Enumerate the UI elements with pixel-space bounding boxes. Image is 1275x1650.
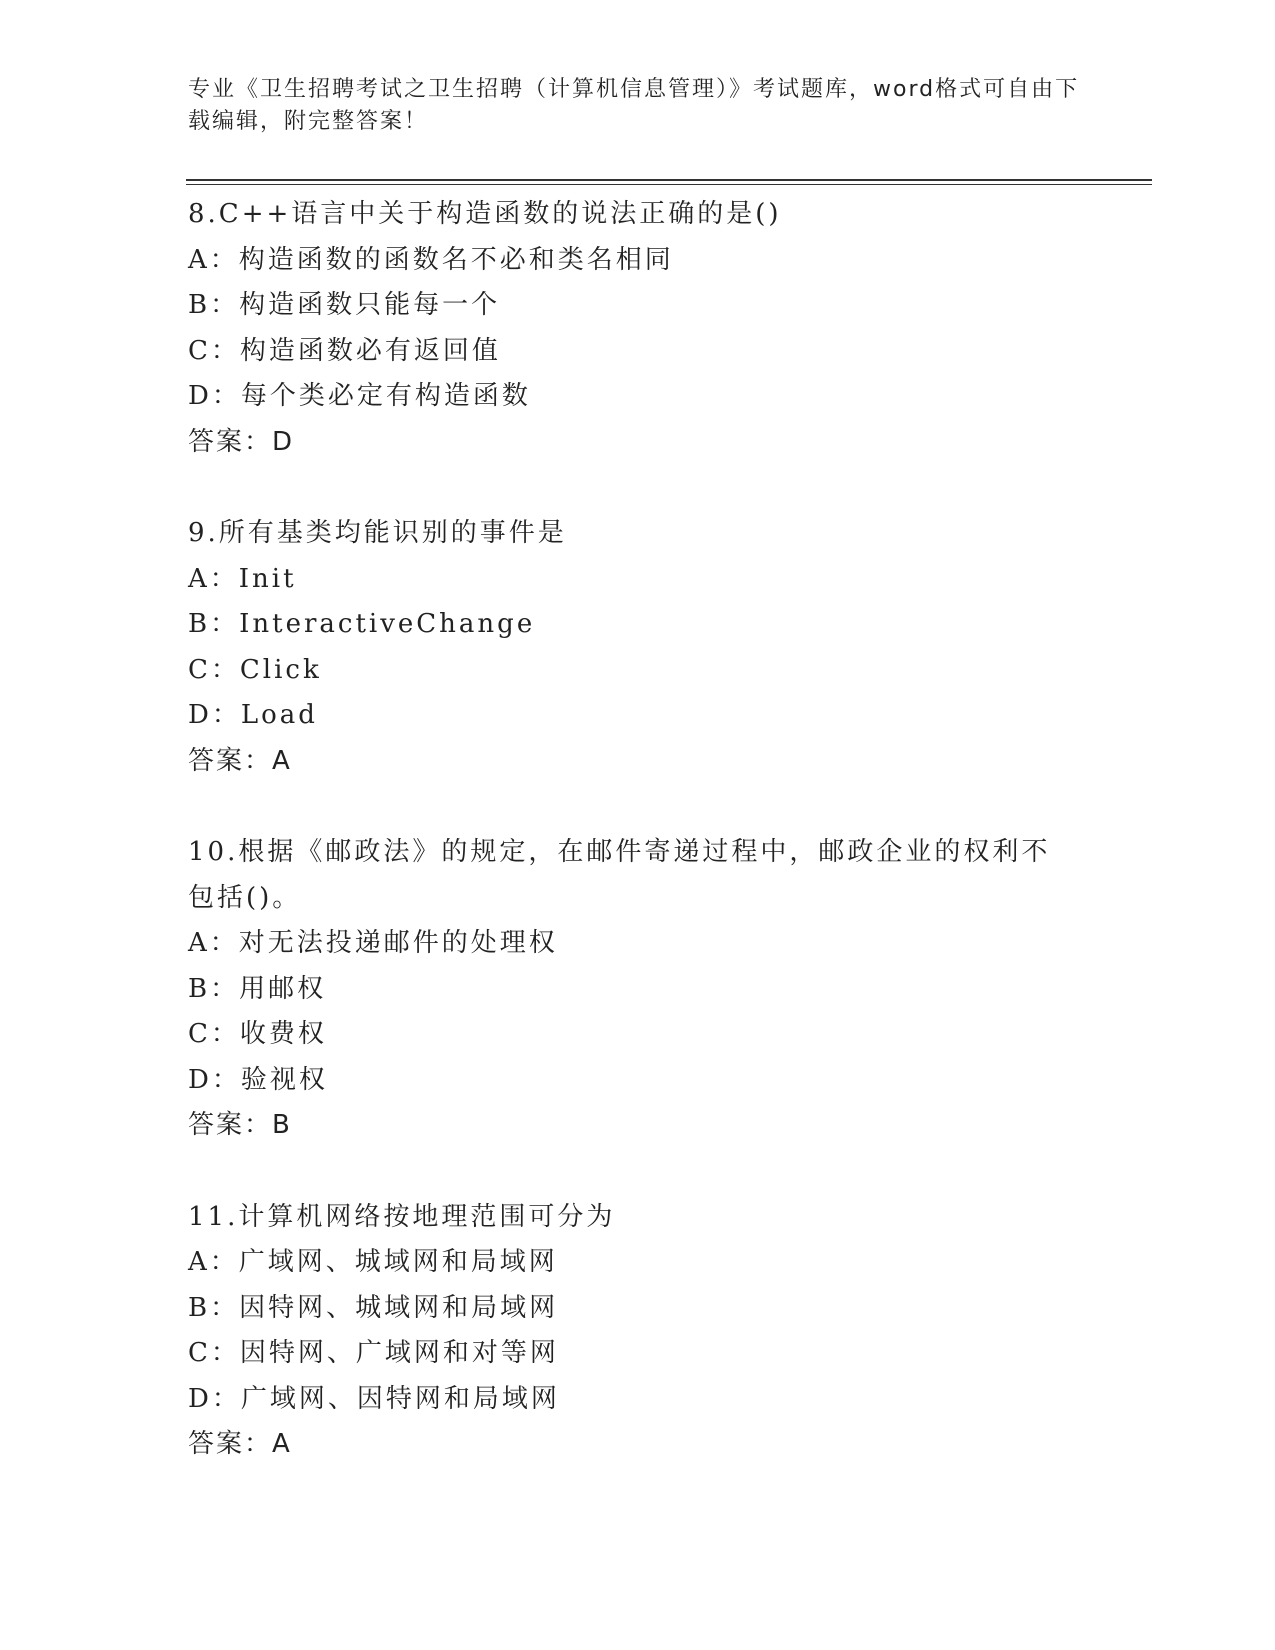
answer-label: 答案：B [188, 1110, 292, 1140]
option-c: C：因特网、广域网和对等网 [188, 1338, 559, 1368]
option-a: A：对无法投递邮件的处理权 [188, 928, 558, 958]
option-c: C：Click [188, 654, 322, 685]
question-stem: 9.所有基类均能识别的事件是 [188, 518, 567, 548]
question-9 [188, 511, 1088, 784]
option-a: A：Init [188, 563, 297, 594]
answer-label: 答案：D [188, 426, 295, 457]
question-stem: 8.C++语言中关于构造函数的说法正确的是() [188, 199, 782, 229]
option-b: B：用邮权 [188, 973, 327, 1004]
option-a: A：广域网、城域网和局域网 [188, 1247, 558, 1277]
option-c: C：构造函数必有返回值 [188, 335, 501, 366]
header-divider-thin [186, 184, 1152, 185]
option-a: A：构造函数的函数名不必和类名相同 [188, 244, 674, 275]
document-header: 专业《卫生招聘考试之卫生招聘（计算机信息管理）》考试题库，word格式可自由下载编辑，附完整答案！ [188, 77, 1080, 134]
question-10 [188, 830, 1088, 1149]
answer-label: 答案：A [188, 1429, 292, 1459]
option-b: B：InteractiveChange [188, 609, 536, 639]
option-d: D：每个类必定有构造函数 [188, 381, 531, 411]
option-c: C：收费权 [188, 1019, 327, 1049]
answer-label: 答案：A [188, 745, 292, 776]
option-d: D：Load [188, 700, 318, 730]
option-b: B：构造函数只能每一个 [188, 290, 501, 320]
question-8 [188, 192, 1088, 465]
option-d: D：验视权 [188, 1064, 328, 1095]
option-b: B：因特网、城域网和局域网 [188, 1292, 559, 1323]
question-11 [188, 1195, 1088, 1468]
question-stem: 10.根据《邮政法》的规定，在邮件寄递过程中，邮政企业的权利不包括()。 [188, 837, 1051, 913]
question-stem: 11.计算机网络按地理范围可分为 [188, 1201, 616, 1232]
question-list [188, 192, 1088, 1514]
option-d: D：广域网、因特网和局域网 [188, 1383, 560, 1414]
header-divider-thick [186, 179, 1152, 181]
